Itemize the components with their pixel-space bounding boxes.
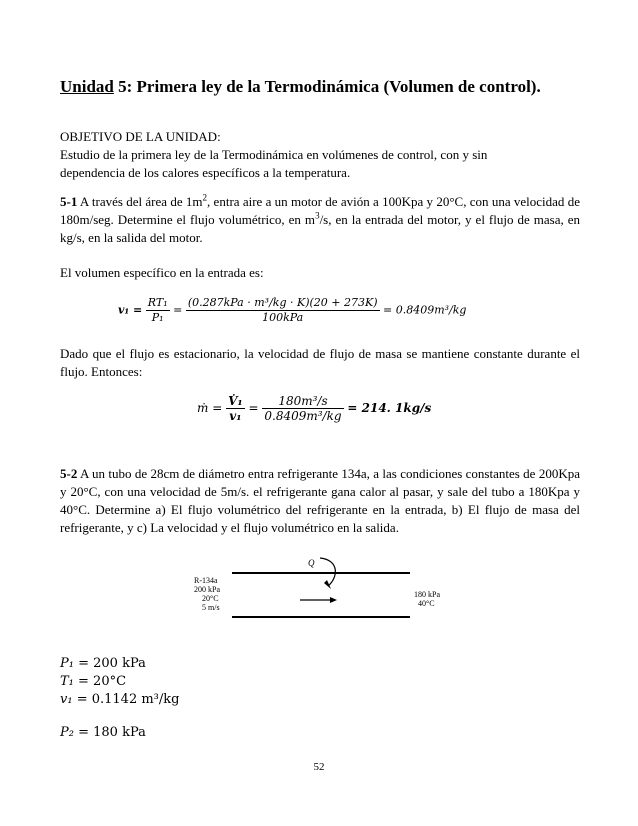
page-number: 52 <box>313 761 325 773</box>
equation-specific-volume: v₁ = $\frac{\text{RT₁}}{\text{P₁}}$ = $\frac{\text{(0.287kPa · m³/kg · K)(20 + 273K)}}{\text{100kPa}}$ = 0.8409m³/kg <box>118 296 467 324</box>
pipe-diagram <box>190 556 450 626</box>
given-p2: P₂ = 180 kPa <box>60 725 146 740</box>
objective-heading: OBJETIVO DE LA UNIDAD: <box>60 129 221 144</box>
given-v1: v₁ = 0.1142 m³/kg <box>60 692 180 707</box>
inlet-labels: R-134a 200 kPa 20°C 5 m/s <box>194 576 220 612</box>
steady-flow-text: Dado que el flujo es estacionario, la velocidad de flujo de masa se mantiene constante durante el flujo. Entonces: <box>60 346 580 379</box>
specific-volume-intro: El volumen específico en la entrada es: <box>60 265 264 280</box>
heat-label: Q <box>308 558 315 568</box>
given-t1: T₁ = 20°C <box>60 674 127 689</box>
objective-text: Estudio de la primera ley de la Termodinámica en volúmenes de control, con y sin dependencia de los calores específicos a la temperatura. <box>60 147 488 180</box>
unit-title-word: Unidad <box>60 77 114 96</box>
problem-5-1-number: 5-1 <box>60 194 78 209</box>
unit-title-rest: 5: Primera ley de la Termodinámica (Volumen de control). <box>118 77 541 96</box>
problem-5-2-number: 5-2 <box>60 466 78 481</box>
mass-flow-result: = 214. 1kg/s <box>347 401 432 415</box>
outlet-labels: 180 kPa 40°C <box>414 590 440 608</box>
given-p1: P₁ = 200 kPa <box>60 656 146 671</box>
unit-title <box>60 76 580 98</box>
equation-mass-flow: ṁ = $\frac{\text{V̇₁}}{\text{v₁}}$ = $\frac{\text{180m³/s}}{\text{0.8409m³/kg}}$ = 214. 1kg/s <box>197 394 432 423</box>
problem-5-2-statement: 5-2 A un tubo de 28cm de diámetro entra refrigerante 134a, a las condiciones constantes de 200Kpa y 20°C, con una velocidad de 5m/s. el refrigerante gana calor al pasar, y sale del tubo a 180Kpa y 40°C. Determine a) El flujo volumétrico del refrigerante en la entrada, b) El flujo de masa del refrigerante, y c) La velocidad y el flujo volumétrico en la salida. <box>60 466 580 535</box>
problem-5-1-statement: 5-1 A través del área de $1m^2$, entra aire a un motor de avión a 100Kpa y 20°C, con una velocidad de 180m/seg. Determine el flujo volumétrico, en $m^3/s$, en la entrada del motor, y el flujo de masa, en kg/s, en la salida del motor. <box>60 192 580 245</box>
